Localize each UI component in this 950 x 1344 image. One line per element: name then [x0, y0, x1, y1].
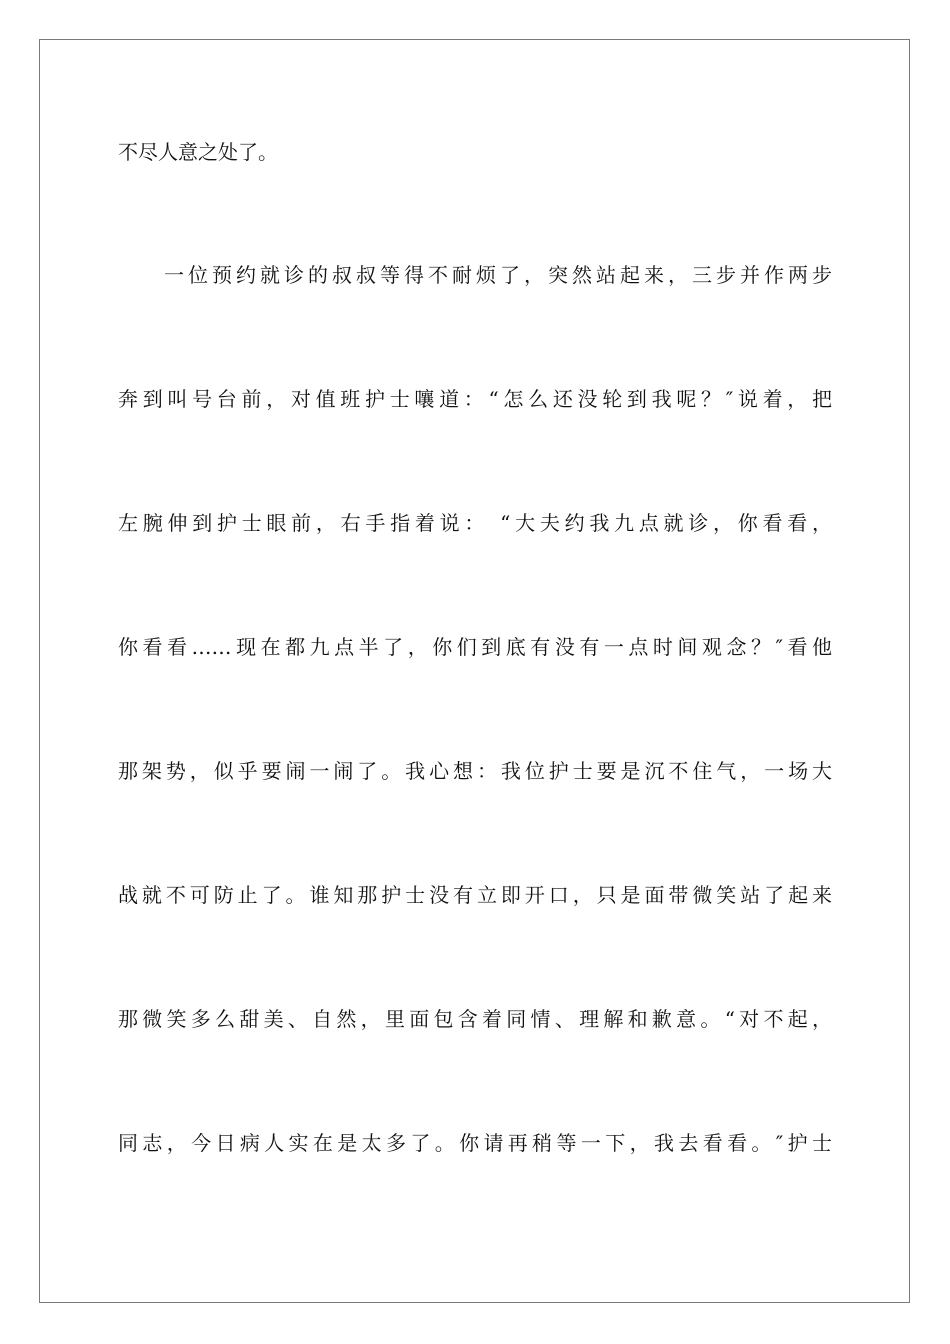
- page-border: [39, 39, 910, 1303]
- text-line-6: 那架势，似乎要闹一闹了。我心想：我位护士要是沉不住气，一场大: [118, 759, 832, 783]
- text-line-1: 不尽人意之处了。: [118, 140, 278, 164]
- text-line-5: 你看看……现在都九点半了，你们到底有没有一点时间观念？″看他: [118, 635, 832, 659]
- text-line-7: 战就不可防止了。谁知那护士没有立即开口，只是面带微笑站了起来: [118, 883, 832, 907]
- text-line-4: 左腕伸到护士眼前，右手指着说： “大夫约我九点就诊，你看看，: [118, 511, 832, 535]
- text-line-9: 同志，今日病人实在是太多了。你请再稍等一下，我去看看。″护士: [118, 1131, 832, 1155]
- paragraph-start-line: 一位预约就诊的叔叔等得不耐烦了，突然站起来，三步并作两步: [164, 263, 832, 287]
- text-line-8: 那微笑多么甜美、自然，里面包含着同情、理解和歉意。“对不起，: [118, 1007, 832, 1031]
- text-line-3: 奔到叫号台前，对值班护士嚷道：“怎么还没轮到我呢？″说着，把: [118, 387, 832, 411]
